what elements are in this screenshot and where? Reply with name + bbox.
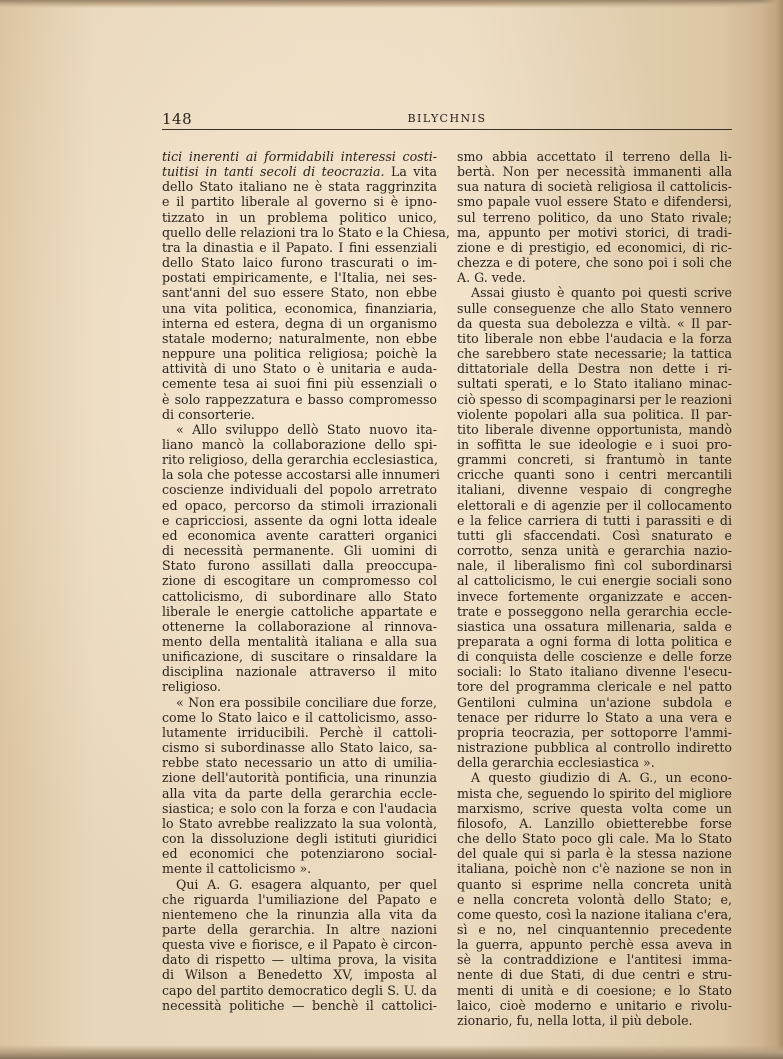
- text-line: Gentiloni culmina un'azione subdola e: [457, 694, 732, 710]
- text-line: dello Stato italiano ne è stata raggrinzita: [162, 179, 437, 195]
- text-line: neppure una politica religiosa; poichè la: [162, 346, 437, 362]
- text-line: trate e posseggono nella gerarchia eccle-: [457, 603, 732, 619]
- text-line: cattolicismo, di subordinare allo Stato: [162, 588, 437, 604]
- text-line: elettorali e di agenzie per il collocamento: [457, 497, 732, 513]
- text-line: ed economici che potenziarono social-: [162, 846, 437, 862]
- text-line: [162, 164, 437, 179]
- text-line: zionario, fu, nella lotta, il più debole.: [457, 1012, 693, 1028]
- text-line: e nella concreta volontà dello Stato; e,: [457, 891, 732, 907]
- text-line: capo del partito democratico degli S. U. da: [162, 982, 437, 998]
- text-line: sul terreno politico, da uno Stato rivale;: [457, 209, 732, 225]
- text-line: rebbe stato necessario un atto di umilia-: [162, 755, 437, 771]
- text-line: del quale qui si parla è la stessa nazione: [457, 846, 732, 862]
- text-line: A. G. vede.: [457, 270, 526, 286]
- text-line: liberale le energie cattoliche appartate e: [162, 603, 437, 619]
- text-line: che riguarda l'umiliazione del Papato e: [162, 891, 437, 907]
- text-line: interna ed estera, degna di un organismo: [162, 315, 437, 331]
- page-top-edge: [0, 0, 783, 8]
- text-line: unificazione, di suscitare o rinsaldare la: [162, 649, 437, 665]
- header-rule: [162, 129, 732, 130]
- page-header: [162, 110, 732, 130]
- text-line: ottenerne la collaborazione al rinnova-: [162, 618, 437, 634]
- text-line: che dello Stato poco gli cale. Ma lo Stato: [457, 831, 732, 847]
- text-line: cismo si subordinasse allo Stato laico, sa-: [162, 740, 437, 756]
- text-line: ma, appunto per motivi storici, di tradi-: [457, 224, 732, 240]
- text-line: sulle conseguenze che allo Stato vennero: [457, 300, 732, 316]
- text-line: zione dell'autorità pontificia, una rinunzia: [162, 770, 437, 786]
- text-line: laico, cioè moderno e unitario e rivolu-: [457, 997, 732, 1013]
- text-line: sua natura di società religiosa il cattolicis-: [457, 179, 732, 195]
- text-line: liano mancò la collaborazione dello spi-: [162, 436, 437, 452]
- text-line: italiani, divenne vespaio di congreghe: [457, 482, 732, 498]
- text-line: violente popolari alla sua politica. Il par-: [457, 406, 732, 422]
- text-line: statale moderno; naturalmente, non ebbe: [162, 330, 437, 346]
- text-line: dello Stato laico furono trascurati o im-: [162, 255, 437, 271]
- text-line: attività di uno Stato o è unitaria e auda-: [162, 361, 437, 377]
- text-line: italiana, poichè non c'è nazione se non in: [457, 861, 732, 877]
- text-line: la sola che potesse accostarsi alle innumeri: [162, 467, 440, 483]
- text-line: propria teocrazia, per sottoporre l'ammi-: [457, 724, 732, 740]
- text-line: A questo giudizio di A. G., un econo-: [471, 770, 732, 786]
- text-line: di consorterie.: [162, 406, 255, 422]
- text-line: Qui A. G. esagera alquanto, per quel: [176, 876, 437, 892]
- text-line: zione di escogitare un compromesso col: [162, 573, 437, 589]
- text-line: zione e di prestigio, ed economici, di ric-: [457, 239, 732, 255]
- text-line: filosofo, A. Lanzillo obietterebbe forse: [457, 815, 732, 831]
- text-line: che sarebbero state necessarie; la tattica: [457, 346, 732, 362]
- text-line: lutamente irriducibili. Perchè il cattoli-: [162, 724, 437, 740]
- text-line: al cattolicismo, le cui energie sociali sono: [457, 573, 732, 589]
- text-line: invece fortemente organizzate e accen-: [457, 588, 732, 604]
- text-fragment: La vita: [384, 164, 437, 180]
- text-line: cemente tesa ai suoi fini più essenziali o: [162, 376, 437, 392]
- right-text-column: [457, 149, 732, 1028]
- text-line: tito liberale non ebbe l'audacia e la forza: [457, 330, 732, 346]
- text-line: tra la dinastia e il Papato. I fini essenziali: [162, 239, 437, 255]
- text-line: marxismo, scrive questa volta come un: [457, 800, 732, 816]
- text-line: preparata a ogni forma di lotta politica e: [457, 634, 732, 649]
- text-line: una vita politica, economica, finanziaria,: [162, 300, 437, 316]
- text-line: sultati sperati, e lo Stato italiano minac-: [457, 376, 732, 392]
- text-line: quanto si esprime nella concreta unità: [457, 876, 732, 892]
- italic-fragment: tuitisi in tanti secoli di teocrazia.: [162, 164, 385, 180]
- text-line: tizzato in un problema politico unico,: [162, 209, 437, 225]
- text-line: siastica; e solo con la forza e con l'audacia: [162, 800, 437, 816]
- text-line: nale, il liberalismo finì col subordinarsi: [457, 558, 732, 574]
- text-line: la guerra, appunto perchè essa aveva in: [457, 937, 732, 953]
- text-line: postati empiricamente, e l'Italia, nei ses-: [162, 270, 437, 286]
- text-line: come questo, così la nazione italiana c'era,: [457, 906, 732, 922]
- text-line: con la dissoluzione degli istituti giuridici: [162, 831, 437, 847]
- text-line: « Non era possibile conciliare due forze,: [176, 694, 437, 710]
- text-line: nistrazione pubblica al controllo indiretto: [457, 740, 732, 756]
- text-line: tutti gli sfaccendati. Così snaturato e: [457, 527, 732, 543]
- text-line: sè la contraddizione e l'antitesi imma-: [457, 952, 732, 968]
- text-line: della gerarchia ecclesiastica ».: [457, 755, 655, 771]
- text-line: siastica una ossatura millenaria, salda e: [457, 618, 732, 634]
- text-line: nente di due Stati, di due centri e stru-: [457, 967, 732, 983]
- text-line: smo papale vuol essere Stato e difendersi,: [457, 194, 732, 210]
- text-line: Stato furono assillati dalla preoccupa-: [162, 558, 437, 574]
- text-line: chezza e di potere, che sono poi i soli che: [457, 255, 732, 271]
- text-line: tito liberale divenne opportunista, mandò: [457, 421, 732, 437]
- text-line: di Wilson a Benedetto XV, imposta al: [162, 967, 437, 983]
- text-line: quello delle relazioni tra lo Stato e la Chiesa,: [162, 224, 450, 240]
- text-line: necessità politiche — benchè il cattolici-: [162, 997, 437, 1013]
- text-line: rito religioso, della gerarchia ecclesiastica,: [162, 452, 438, 468]
- running-title: BILYCHNIS: [407, 112, 487, 125]
- text-line: da questa sua debolezza e viltà. « Il par-: [457, 315, 732, 331]
- text-line: ciò spesso di scompaginarsi per le reazioni: [457, 391, 732, 407]
- text-line: cricche quanti sono i centri mercantili: [457, 467, 732, 483]
- text-line: nientemeno che la rinunzia alla vita da: [162, 906, 437, 922]
- text-line: alla vita da parte della gerarchia eccle-: [162, 785, 437, 801]
- text-line: dittatoriale della Destra non dette i ri-: [457, 361, 732, 377]
- text-line: come lo Stato laico e il cattolicismo, asso-: [162, 709, 437, 725]
- text-line: mente il cattolicismo ».: [162, 861, 312, 877]
- text-line: Assai giusto è quanto poi questi scrive: [471, 285, 732, 301]
- text-line: smo abbia accettato il terreno della li-: [457, 149, 732, 164]
- text-line: « Allo sviluppo dellò Stato nuovo ita-: [176, 421, 437, 437]
- left-text-column: [162, 149, 450, 1013]
- text-line: bertà. Non per necessità immanenti alla: [457, 164, 732, 180]
- text-line: di necessità permanente. Gli uomini di: [162, 543, 437, 559]
- text-line: sociali: lo Stato italiano divenne l'esecu-: [457, 664, 732, 680]
- text-line: tici inerenti ai formidabili interessi costi-: [162, 149, 437, 164]
- text-line: sant'anni del suo essere Stato, non ebbe: [162, 285, 437, 301]
- text-line: è solo rappezzatura e basso compromesso: [162, 391, 437, 407]
- text-line: grammi concreti, si frantumò in tante: [457, 452, 732, 468]
- text-line: coscienze individuali del popolo arretrato: [162, 482, 437, 498]
- text-line: parte della gerarchia. In altre nazioni: [162, 921, 437, 937]
- text-line: in soffitta le sue ideologie e i suoi pro-: [457, 436, 732, 452]
- text-line: disciplina nazionale attraverso il mito: [162, 664, 437, 680]
- text-line: ed economica avente caratteri organici: [162, 527, 437, 543]
- page-right-edge: [761, 0, 783, 1059]
- text-line: tenace per ridurre lo Stato a una vera e: [457, 709, 732, 725]
- text-line: tore del programma clericale e nel patto: [457, 679, 732, 695]
- text-line: mento della mentalità italiana e alla sua: [162, 634, 437, 649]
- text-line: corrotto, senza unità e gerarchia nazio-: [457, 543, 732, 559]
- text-line: menti di unità e di coesione; e lo Stato: [457, 982, 732, 998]
- text-line: e capricciosi, assente da ogni lotta ideale: [162, 512, 437, 528]
- text-line: questa vive e fiorisce, e il Papato è circon-: [162, 937, 437, 953]
- text-line: religioso.: [162, 679, 222, 695]
- text-line: ed opaco, percorso da stimoli irrazionali: [162, 497, 437, 513]
- text-line: di conquista delle coscienze e delle forze: [457, 649, 732, 665]
- text-line: e il partito liberale al governo si è ipno-: [162, 194, 437, 210]
- text-line: sì e no, nel cinquantennio precedente: [457, 921, 732, 937]
- text-line: dato di rispetto — ultima prova, la visita: [162, 952, 437, 968]
- text-line: lo Stato avrebbe realizzato la sua volontà,: [162, 815, 437, 831]
- text-line: e la felice carriera di tutti i parassiti e di: [457, 512, 732, 528]
- page-bottom-edge: [0, 1045, 783, 1059]
- text-line: mista che, seguendo lo spirito del migliore: [457, 785, 732, 801]
- page-number: 148: [162, 110, 193, 128]
